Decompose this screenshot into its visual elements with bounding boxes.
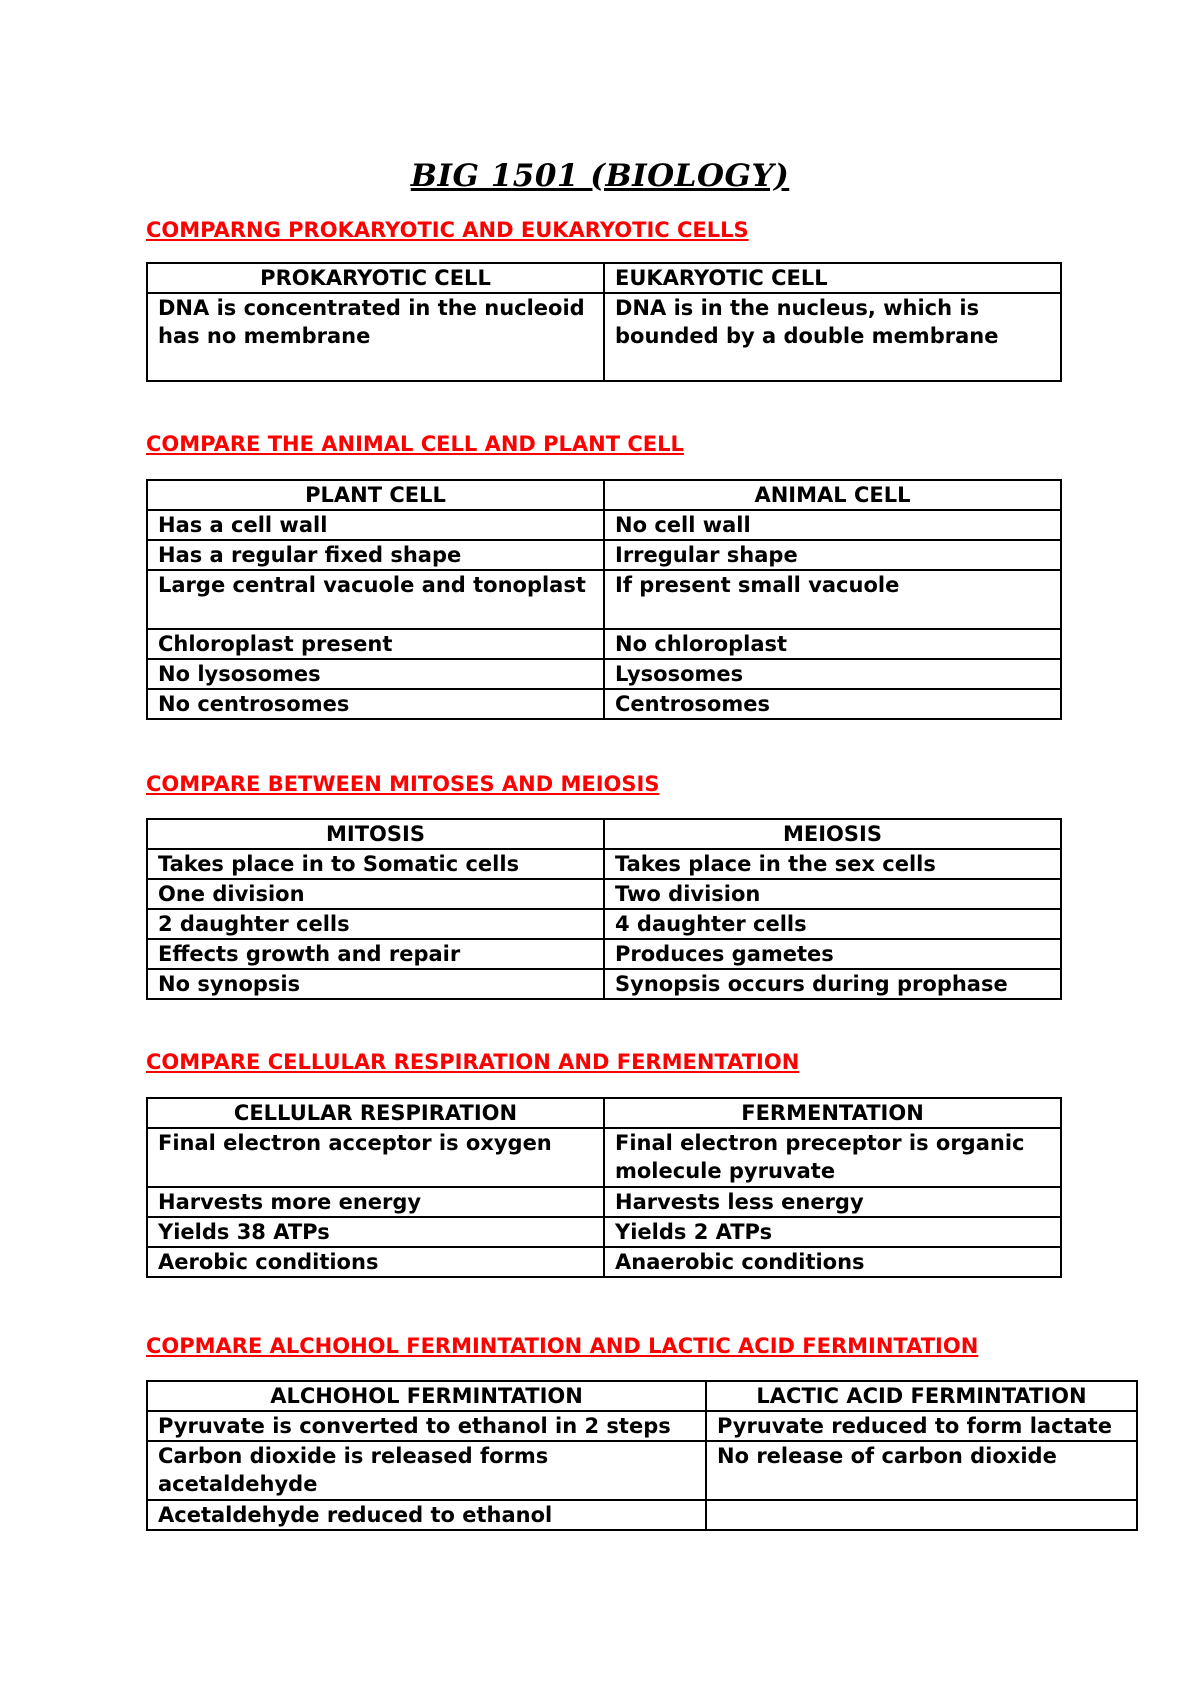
table-cell: No centrosomes: [147, 689, 604, 719]
table-cell: Yields 2 ATPs: [604, 1217, 1061, 1247]
table-header-row: [147, 819, 1061, 849]
table-cell: Chloroplast present: [147, 629, 604, 659]
table-cell: No cell wall: [604, 510, 1061, 540]
table-cell: One division: [147, 879, 604, 909]
table-cell: Pyruvate is converted to ethanol in 2 steps: [147, 1411, 706, 1441]
table-row: [147, 629, 1061, 659]
table-cell: Takes place in to Somatic cells: [147, 849, 604, 879]
table-row: [147, 1500, 1137, 1530]
table-header-row: [147, 263, 1061, 293]
table-cell: Acetaldehyde reduced to ethanol: [147, 1500, 706, 1530]
table-row: [147, 540, 1061, 570]
table-cell: No release of carbon dioxide: [706, 1441, 1137, 1500]
column-header: MEIOSIS: [604, 819, 1061, 849]
section-heading-respiration-fermentation: COMPARE CELLULAR RESPIRATION AND FERMENTATION: [146, 1050, 800, 1074]
column-header: ANIMAL CELL: [604, 480, 1061, 510]
table-alcohol-lactic: [146, 1380, 1138, 1531]
table-row: [147, 849, 1061, 879]
table-cell: Final electron acceptor is oxygen: [147, 1128, 604, 1187]
table-cell: Harvests more energy: [147, 1187, 604, 1217]
table-cell: Produces gametes: [604, 939, 1061, 969]
table-cell: No chloroplast: [604, 629, 1061, 659]
table-cell: No synopsis: [147, 969, 604, 999]
table-row: [147, 1411, 1137, 1441]
table-row: [147, 659, 1061, 689]
column-header: EUKARYOTIC CELL: [604, 263, 1061, 293]
column-header: LACTIC ACID FERMINTATION: [706, 1381, 1137, 1411]
table-header-row: [147, 1381, 1137, 1411]
table-row: [147, 909, 1061, 939]
table-row: [147, 1217, 1061, 1247]
table-cell: Has a regular fixed shape: [147, 540, 604, 570]
table-cell: Lysosomes: [604, 659, 1061, 689]
table-cell: Irregular shape: [604, 540, 1061, 570]
table-row: [147, 689, 1061, 719]
table-prokaryotic-eukaryotic: [146, 262, 1062, 382]
table-row: [147, 939, 1061, 969]
table-cell: Effects growth and repair: [147, 939, 604, 969]
table-respiration-fermentation: [146, 1097, 1062, 1278]
table-cell: Carbon dioxide is released forms acetaldehyde: [147, 1441, 706, 1500]
table-cell: No lysosomes: [147, 659, 604, 689]
column-header: PROKARYOTIC CELL: [147, 263, 604, 293]
table-cell: 4 daughter cells: [604, 909, 1061, 939]
table-row: [147, 1128, 1061, 1187]
column-header: ALCHOHOL FERMINTATION: [147, 1381, 706, 1411]
table-cell: 2 daughter cells: [147, 909, 604, 939]
table-cell: Two division: [604, 879, 1061, 909]
table-cell: Harvests less energy: [604, 1187, 1061, 1217]
table-cell: Large central vacuole and tonoplast: [147, 570, 604, 629]
column-header: FERMENTATION: [604, 1098, 1061, 1128]
table-row: [147, 570, 1061, 629]
table-cell: Takes place in the sex cells: [604, 849, 1061, 879]
column-header: CELLULAR RESPIRATION: [147, 1098, 604, 1128]
table-row: [147, 969, 1061, 999]
table-plant-animal: [146, 479, 1062, 720]
table-cell: DNA is concentrated in the nucleoid has no membrane: [147, 293, 604, 381]
table-row: [147, 879, 1061, 909]
table-cell: Yields 38 ATPs: [147, 1217, 604, 1247]
table-cell: Centrosomes: [604, 689, 1061, 719]
table-header-row: [147, 480, 1061, 510]
table-header-row: [147, 1098, 1061, 1128]
table-cell: Pyruvate reduced to form lactate: [706, 1411, 1137, 1441]
table-cell: DNA is in the nucleus, which is bounded by a double membrane: [604, 293, 1061, 381]
table-cell: Synopsis occurs during prophase: [604, 969, 1061, 999]
page-title: BIG 1501 (BIOLOGY): [410, 158, 790, 194]
table-cell: Has a cell wall: [147, 510, 604, 540]
section-heading-prokaryotic-eukaryotic: COMPARNG PROKARYOTIC AND EUKARYOTIC CELLS: [146, 218, 749, 242]
column-header: MITOSIS: [147, 819, 604, 849]
table-cell: Anaerobic conditions: [604, 1247, 1061, 1277]
table-mitosis-meiosis: [146, 818, 1062, 1000]
table-row: [147, 293, 1061, 381]
table-cell: Aerobic conditions: [147, 1247, 604, 1277]
table-row: [147, 1441, 1137, 1500]
table-cell: Final electron preceptor is organic molecule pyruvate: [604, 1128, 1061, 1187]
table-cell: If present small vacuole: [604, 570, 1061, 629]
section-heading-alcohol-lactic: COPMARE ALCHOHOL FERMINTATION AND LACTIC ACID FERMINTATION: [146, 1334, 979, 1358]
section-heading-mitosis-meiosis: COMPARE BETWEEN MITOSES AND MEIOSIS: [146, 772, 660, 796]
column-header: PLANT CELL: [147, 480, 604, 510]
table-cell: [706, 1500, 1137, 1530]
table-row: [147, 510, 1061, 540]
table-row: [147, 1187, 1061, 1217]
section-heading-animal-plant: COMPARE THE ANIMAL CELL AND PLANT CELL: [146, 432, 684, 456]
table-row: [147, 1247, 1061, 1277]
